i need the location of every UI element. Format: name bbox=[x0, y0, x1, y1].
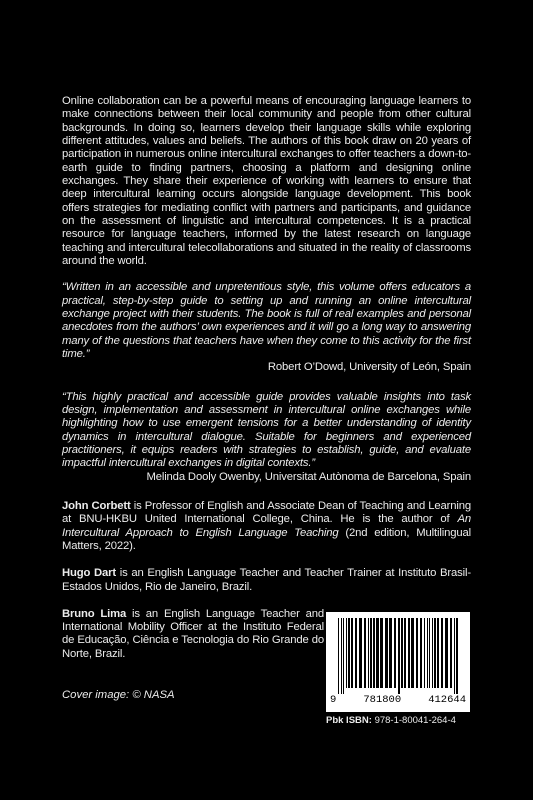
barcode-bar bbox=[437, 618, 439, 688]
endorsement-attribution-2: Melinda Dooly Owenby, Universitat Autònoma de Barcelona, Spain bbox=[146, 470, 471, 483]
barcode-bar bbox=[434, 618, 436, 688]
barcode-bar bbox=[429, 618, 430, 688]
barcode-bars bbox=[332, 618, 464, 694]
barcode-bar bbox=[351, 618, 353, 688]
barcode-bar bbox=[398, 618, 400, 694]
barcode-bar bbox=[408, 618, 410, 688]
cover-image-credit: Cover image: © NASA bbox=[62, 689, 175, 701]
barcode-bar bbox=[343, 618, 344, 694]
author-name-corbett: John Corbett bbox=[62, 499, 131, 512]
barcode-bar bbox=[355, 618, 357, 688]
barcode-bar bbox=[454, 618, 455, 694]
barcode-bar bbox=[359, 618, 362, 688]
author-name-lima: Bruno Lima bbox=[62, 607, 127, 620]
isbn-line bbox=[326, 715, 456, 726]
barcode-bar bbox=[424, 618, 425, 688]
author-bio-lima-text: is an English Language Teacher and International Mobility Officer at the Instituto Federal de Educação, Ciência e Tecnologia do Rio Grande do Norte, Brazil. bbox=[62, 607, 324, 660]
barcode-bar bbox=[404, 618, 406, 688]
barcode-bar bbox=[370, 618, 372, 688]
barcode-digit-group-1: 781800 bbox=[363, 694, 402, 706]
author-bio-corbett-text2: (2nd edition, Multilingual Matters, 2022). bbox=[62, 526, 471, 552]
barcode-bar bbox=[394, 618, 396, 688]
barcode-bar bbox=[373, 618, 375, 688]
barcode-bar bbox=[364, 618, 366, 688]
author-bio-lima bbox=[62, 608, 324, 661]
barcode-bar bbox=[416, 618, 418, 688]
author-bio-dart-text: is an English Language Teacher and Teacher Trainer at Instituto Brasil-Estados Unidos, Rio de Janeiro, Brazil. bbox=[62, 567, 471, 593]
author-bio-corbett bbox=[62, 500, 471, 553]
barcode-bar bbox=[411, 618, 414, 688]
barcode-bar bbox=[346, 618, 347, 688]
barcode-bar bbox=[427, 618, 428, 688]
author-book-title: An Intercultural Approach to English Language Teaching bbox=[62, 513, 471, 539]
endorsement-quote-2: “This highly practical and accessible guide provides valuable insights into task design, implementation and assessment in intercultural online exchanges while highlighting how to use emergent tensions for a better understanding of identity dynamics in intercultural dialogue. Suitable for beginners and experienced practitioners, it equips readers with strategies to establish, guide, and evaluate impactful intercultural exchanges in digital contexts.” bbox=[62, 390, 471, 470]
barcode-bar bbox=[420, 618, 422, 688]
barcode-digits bbox=[326, 694, 470, 706]
endorsement-attribution-1: Robert O’Dowd, University of León, Spain bbox=[267, 361, 471, 374]
barcode-bar bbox=[450, 618, 452, 688]
barcode-digit-group-2: 412644 bbox=[428, 694, 466, 706]
barcode-lead-digit: 9 bbox=[330, 694, 337, 706]
author-bio-dart bbox=[62, 567, 471, 594]
barcode-bar bbox=[385, 618, 388, 688]
barcode-bar bbox=[401, 618, 403, 688]
barcode-bar bbox=[348, 618, 350, 688]
endorsement-quote-1: “Written in an accessible and unpretentious style, this volume offers educators a practical, step-by-step guide to setting up and running an online intercultural exchange project with their students. The book is full of real examples and personal anecdotes from the authors’ own experiences and it will go a long way to answering many of the questions that teachers have when they come to this activity for the first time.” bbox=[62, 281, 471, 360]
barcode-bar bbox=[338, 618, 339, 694]
barcode-bar bbox=[380, 618, 383, 688]
barcode-bar bbox=[445, 618, 448, 688]
barcode-bar bbox=[341, 618, 342, 694]
barcode-bar bbox=[389, 618, 392, 688]
author-name-dart: Hugo Dart bbox=[62, 567, 116, 580]
barcode-bar bbox=[432, 618, 433, 688]
barcode-bar bbox=[441, 618, 443, 688]
cover-text-column bbox=[62, 95, 471, 675]
author-bio-corbett-text1: is Professor of English and Associate Dean of Teaching and Learning at BNU-HKBU United International College, China. He is the author of bbox=[62, 499, 471, 526]
barcode-bar bbox=[376, 618, 379, 688]
barcode-bar bbox=[456, 618, 458, 694]
book-blurb: Online collaboration can be a powerful means of encouraging language learners to make connections between their local community and people from other cultural backgrounds. In doing so, learners develop their language skills while exploring different attitudes, values and beliefs. The authors of this book draw on 20 years of participation in numerous online intercultural exchanges to offer teachers a down-to-earth guide to finding partners, choosing a platform and designing online exchanges. They share their experience of working with learners to ensure that deep intercultural learning occurs alongside language development. This book offers strategies for mediating conflict with partners and participants, and guidance on the assessment of linguistic and intercultural competences. It is a practical resource for language teachers, informed by the latest research on language teaching and intercultural telecollaborations and situated in the reality of classrooms around the world. bbox=[62, 95, 471, 267]
isbn-label: Pbk ISBN: bbox=[326, 715, 372, 726]
isbn-number: 978-1-80041-264-4 bbox=[371, 715, 456, 726]
isbn-barcode bbox=[326, 612, 470, 712]
barcode-bar bbox=[368, 618, 369, 688]
